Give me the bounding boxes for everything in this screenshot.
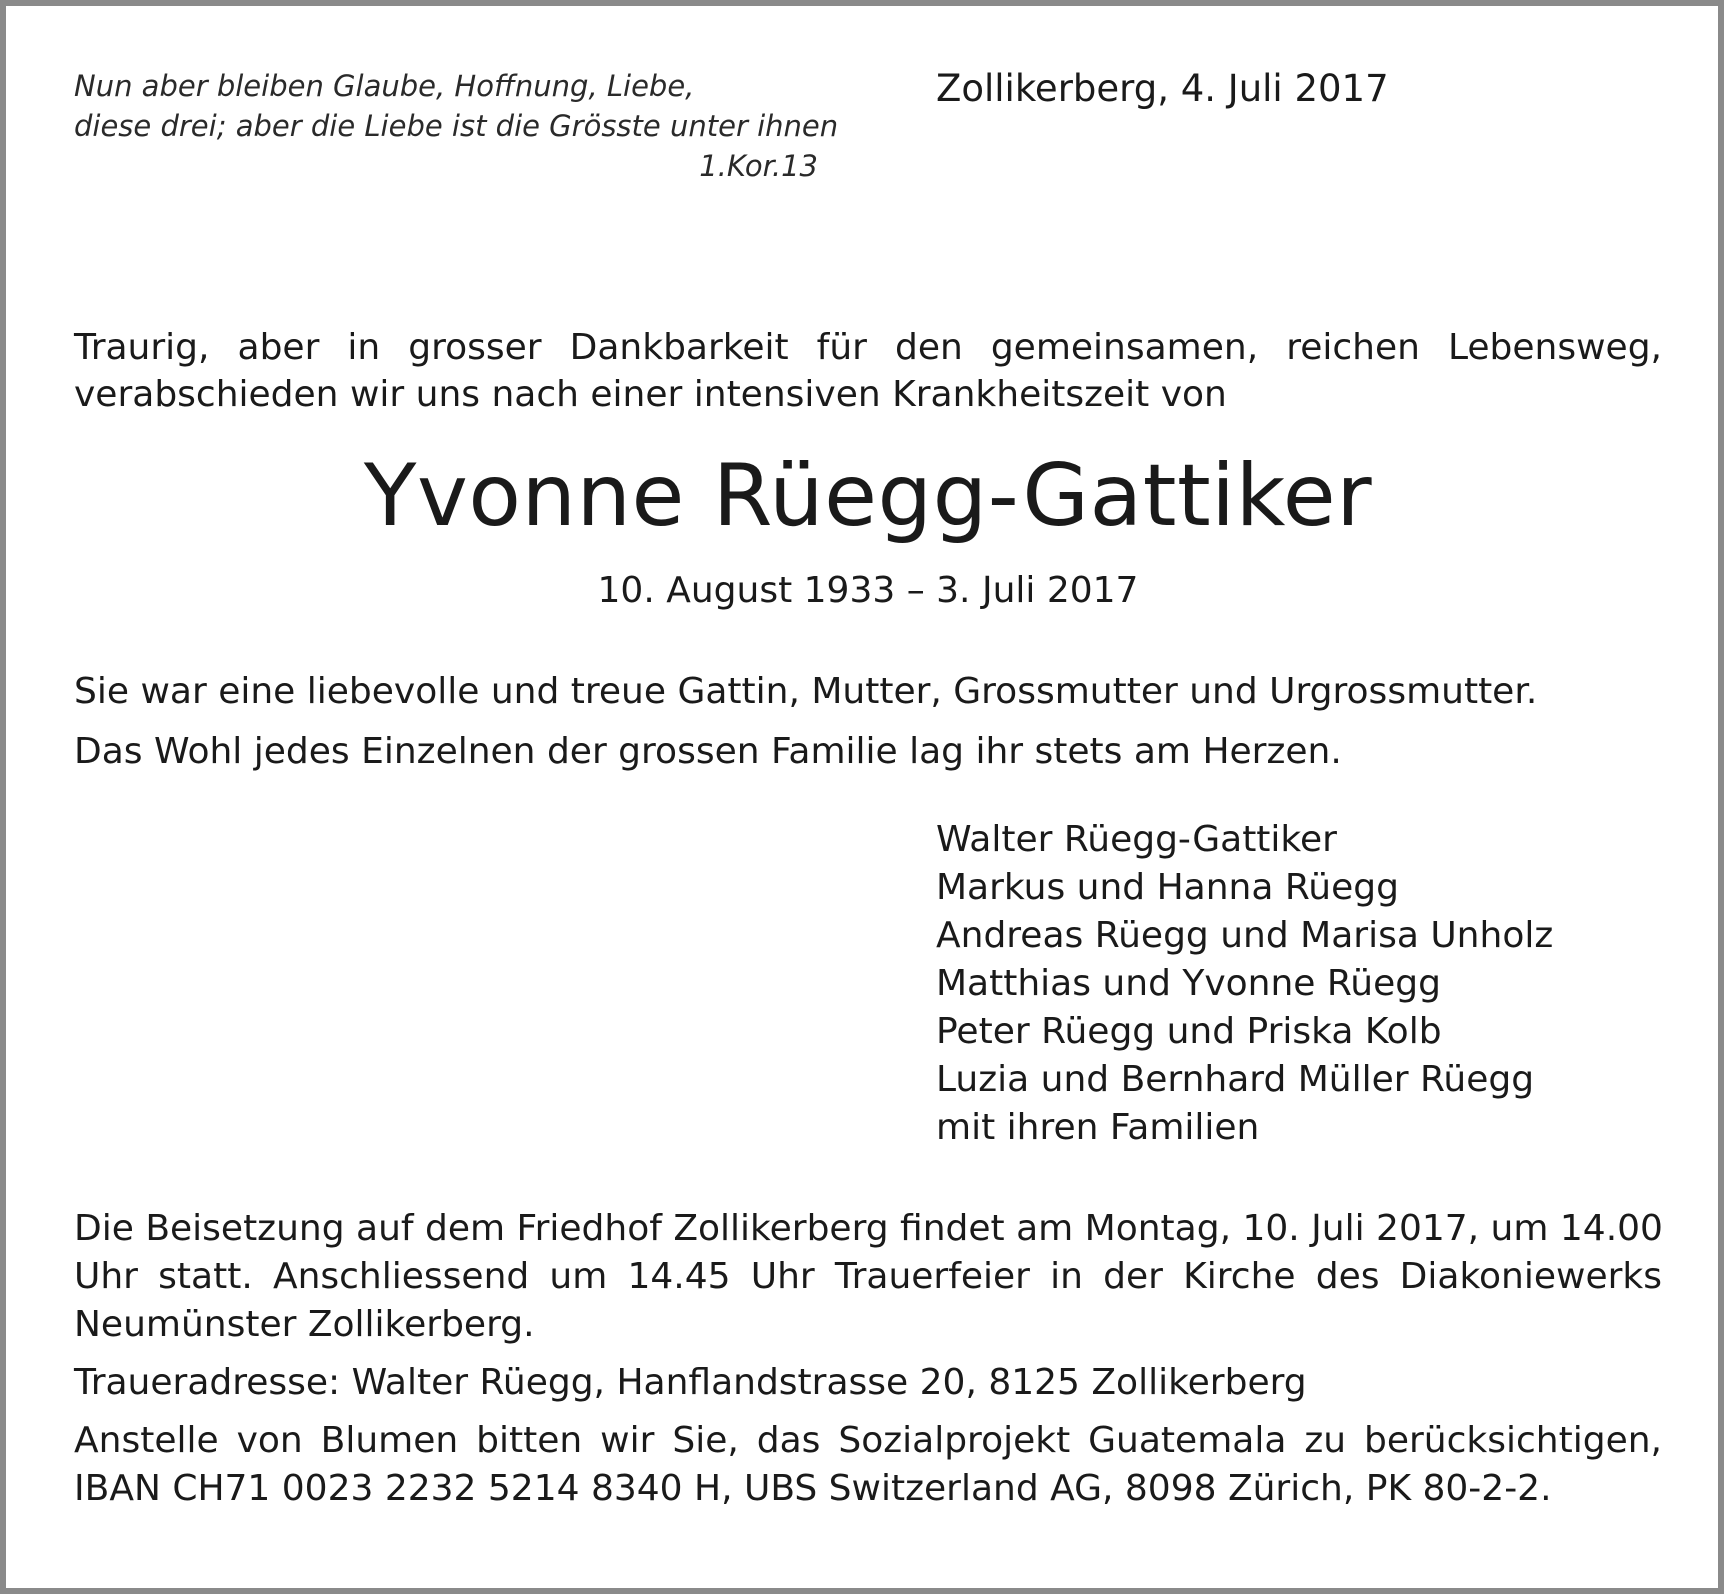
verse-reference: 1.Kor.13	[699, 149, 818, 183]
closing-section	[74, 1205, 1662, 1513]
intro-paragraph	[74, 324, 1662, 418]
verse-line-2: diese drei; aber die Liebe ist die Grösste unter ihnen	[74, 109, 839, 143]
paragraph-gap	[74, 1349, 1662, 1359]
funeral-line-3: Neumünster Zollikerberg.	[74, 1304, 535, 1345]
funeral-line-2: Uhr statt. Anschliessend um 14.45 Uhr Trauerfeier in der Kirche des Diakoniewerks	[74, 1256, 1662, 1297]
tribute-line-1: Sie war eine liebevolle und treue Gattin, Mutter, Grossmutter und Urgrossmutter.	[74, 671, 1538, 712]
mourner-entry: Markus und Hanna Rüegg	[936, 867, 1399, 908]
mourner-entry: mit ihren Familien	[936, 1107, 1260, 1148]
mourner-entry: Andreas Rüegg und Marisa Unholz	[936, 915, 1554, 956]
mourner-entry: Peter Rüegg und Priska Kolb	[936, 1011, 1442, 1052]
intro-line-1: Traurig, aber in grosser Dankbarkeit für den gemeinsamen, reichen Lebensweg,	[74, 327, 1662, 368]
verse-line-1: Nun aber bleiben Glaube, Hoffnung, Liebe,	[74, 69, 695, 103]
mourner-entry: Luzia und Bernhard Müller Rüegg	[936, 1059, 1535, 1100]
mourners-list	[936, 816, 1553, 1152]
life-dates: 10. August 1933 – 3. Juli 2017	[597, 570, 1139, 611]
tribute-paragraph	[74, 662, 1662, 782]
mourner-entry: Walter Rüegg-Gattiker	[936, 819, 1337, 860]
mourning-address: Traueradresse: Walter Rüegg, Hanflandstrasse 20, 8125 Zollikerberg	[74, 1362, 1307, 1403]
deceased-name: Yvonne Rüegg-Gattiker	[363, 446, 1373, 546]
donation-line-2: IBAN CH71 0023 2232 5214 8340 H, UBS Switzerland AG, 8098 Zürich, PK 80-2-2.	[74, 1468, 1552, 1509]
intro-line-2: verabschieden wir uns nach einer intensiven Krankheitszeit von	[74, 374, 1227, 415]
donation-line-1: Anstelle von Blumen bitten wir Sie, das Sozialprojekt Guatemala zu berücksichtigen,	[74, 1420, 1662, 1461]
paragraph-gap	[74, 1407, 1662, 1417]
tribute-line-2: Das Wohl jedes Einzelnen der grossen Familie lag ihr stets am Herzen.	[74, 731, 1342, 772]
funeral-line-1: Die Beisetzung auf dem Friedhof Zollikerberg findet am Montag, 10. Juli 2017, um 14.00	[74, 1208, 1663, 1249]
bible-verse	[74, 66, 839, 186]
mourner-entry: Matthias und Yvonne Rüegg	[936, 963, 1441, 1004]
place-and-date: Zollikerberg, 4. Juli 2017	[936, 67, 1389, 110]
